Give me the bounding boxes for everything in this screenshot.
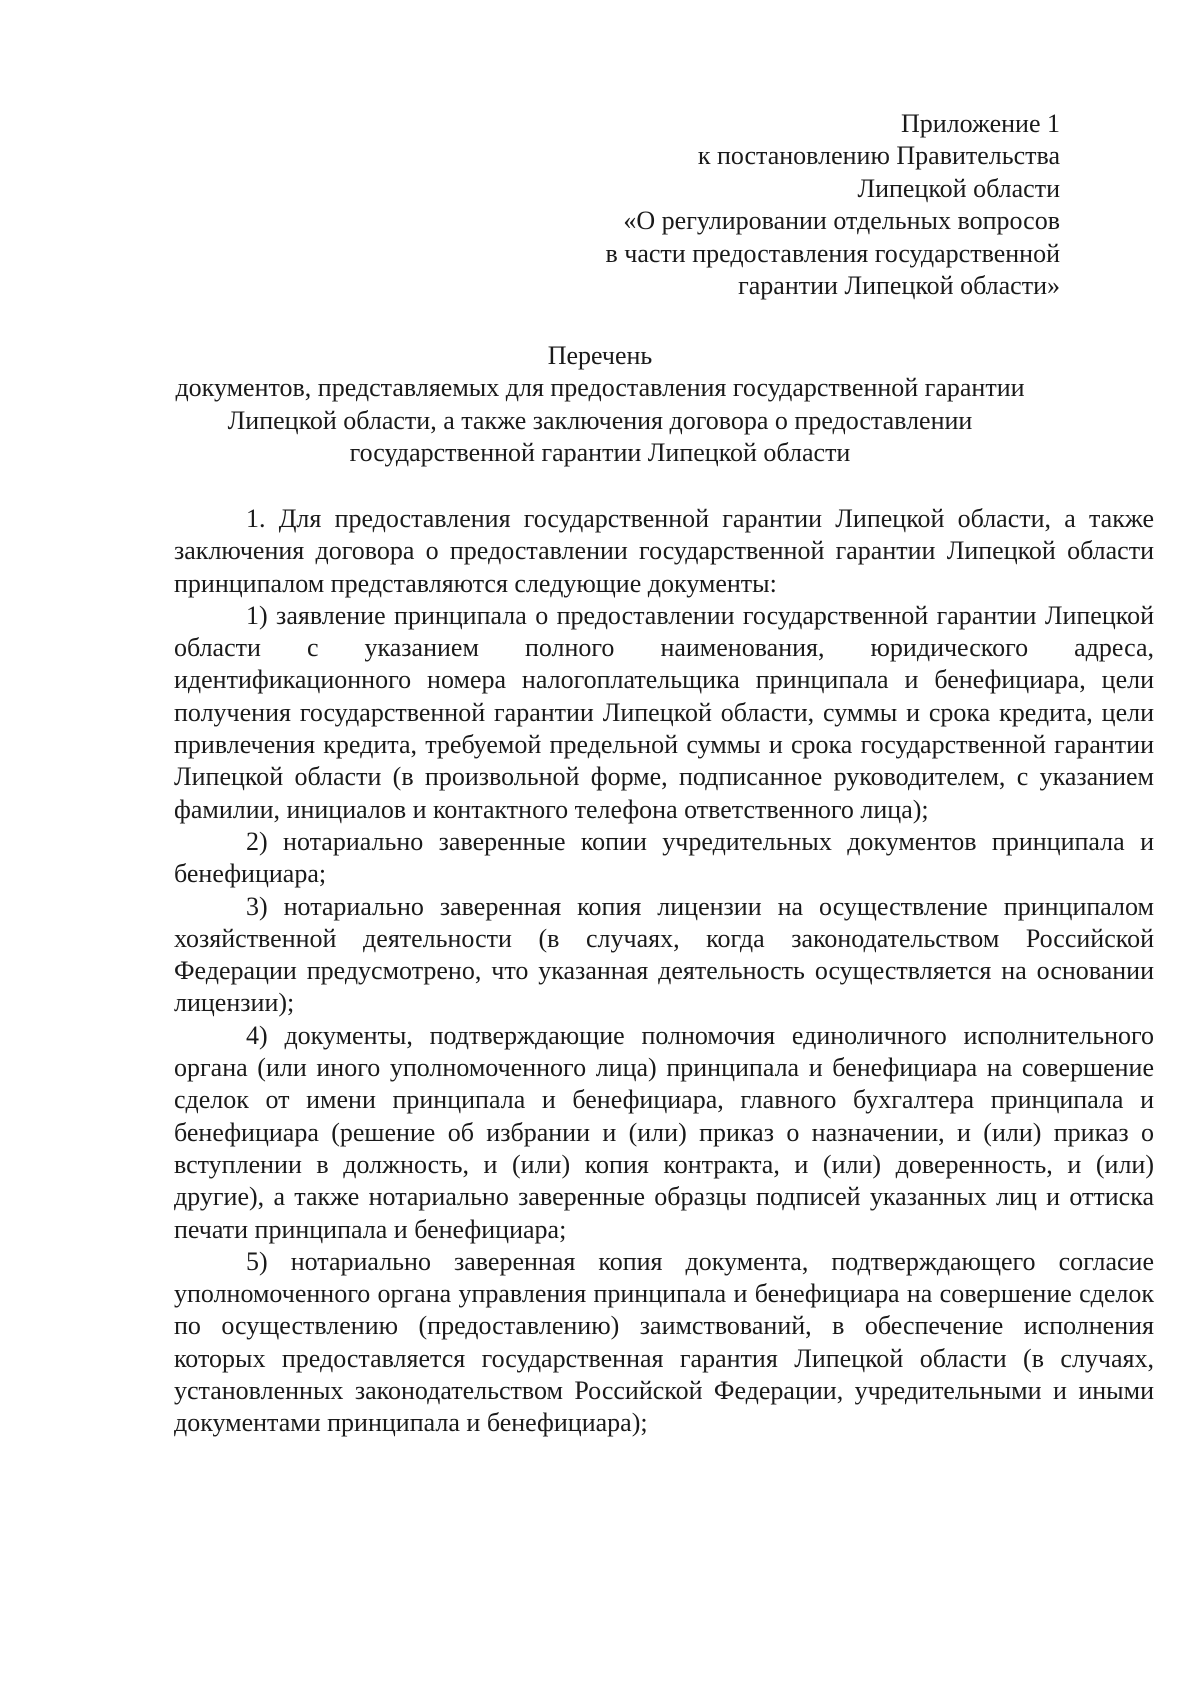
heading-subtitle-line: документов, представляемых для предоставления государственной гарантии [175,373,1025,403]
list-item-5: 5) нотариально заверенная копия документа, подтверждающего согласие уполномоченного органа управления принципала и бенефициара на совершение сделок по осуществлению (предоставлению) заимствований, в обеспечение исполнения которых предоставляется государственная гарантия Липецкой области (в случаях, установленных законодательством Российской Федерации, учредительными и иными документами принципала и бенефициара); [174,1246,1154,1438]
appendix-line: к постановлению Правительства [697,141,1060,171]
heading-title: Перечень [547,341,653,370]
heading-subtitle-line: государственной гарантии Липецкой области [349,438,851,468]
paragraph-intro: 1. Для предоставления государственной гарантии Липецкой области, а также заключения договора о предоставлении государственной гарантии Липецкой области принципалом представляются следующие документы: [174,504,1154,598]
document-heading [0,340,1200,470]
document-body [174,503,1154,1440]
appendix-line: «О регулировании отдельных вопросов [623,206,1060,236]
appendix-line: в части предоставления государственной [605,238,1060,268]
appendix-line: гарантии Липецкой области» [738,271,1060,301]
list-item-3: 3) нотариально заверенная копия лицензии на осуществление принципалом хозяйственной деятельности (в случаях, когда законодательством Российской Федерации предусмотрено, что указанная деятельность осуществляется на основании лицензии); [174,891,1154,1018]
appendix-header [606,108,1061,302]
list-item-2: 2) нотариально заверенные копии учредительных документов принципала и бенефициара; [174,826,1154,889]
appendix-line: Приложение 1 [900,109,1060,138]
list-item-1: 1) заявление принципала о предоставлении государственной гарантии Липецкой области с указанием полного наименования, юридического адреса, идентификационного номера налогоплательщика принципала и бенефициара, цели получения государственной гарантии Липецкой области, суммы и срока кредита, цели привлечения кредита, требуемой предельной суммы и срока государственной гарантии Липецкой области (в произвольной форме, подписанное руководителем, с указанием фамилии, инициалов и контактного телефона ответственного лица); [174,600,1154,824]
heading-subtitle-line: Липецкой области, а также заключения договора о предоставлении [227,405,973,435]
appendix-line: Липецкой области [857,173,1060,203]
list-item-4: 4) документы, подтверждающие полномочия единоличного исполнительного органа (или иного уполномоченного лица) принципала и бенефициара на совершение сделок от имени принципала и бенефициара, главного бухгалтера принципала и бенефициара (решение об избрании и (или) приказ о назначении, и (или) приказ о вступлении в должность, и (или) копия контракта, и (или) доверенность, и (или) другие), а также нотариально заверенные образцы подписей указанных лиц и оттиска печати принципала и бенефициара; [174,1020,1154,1244]
